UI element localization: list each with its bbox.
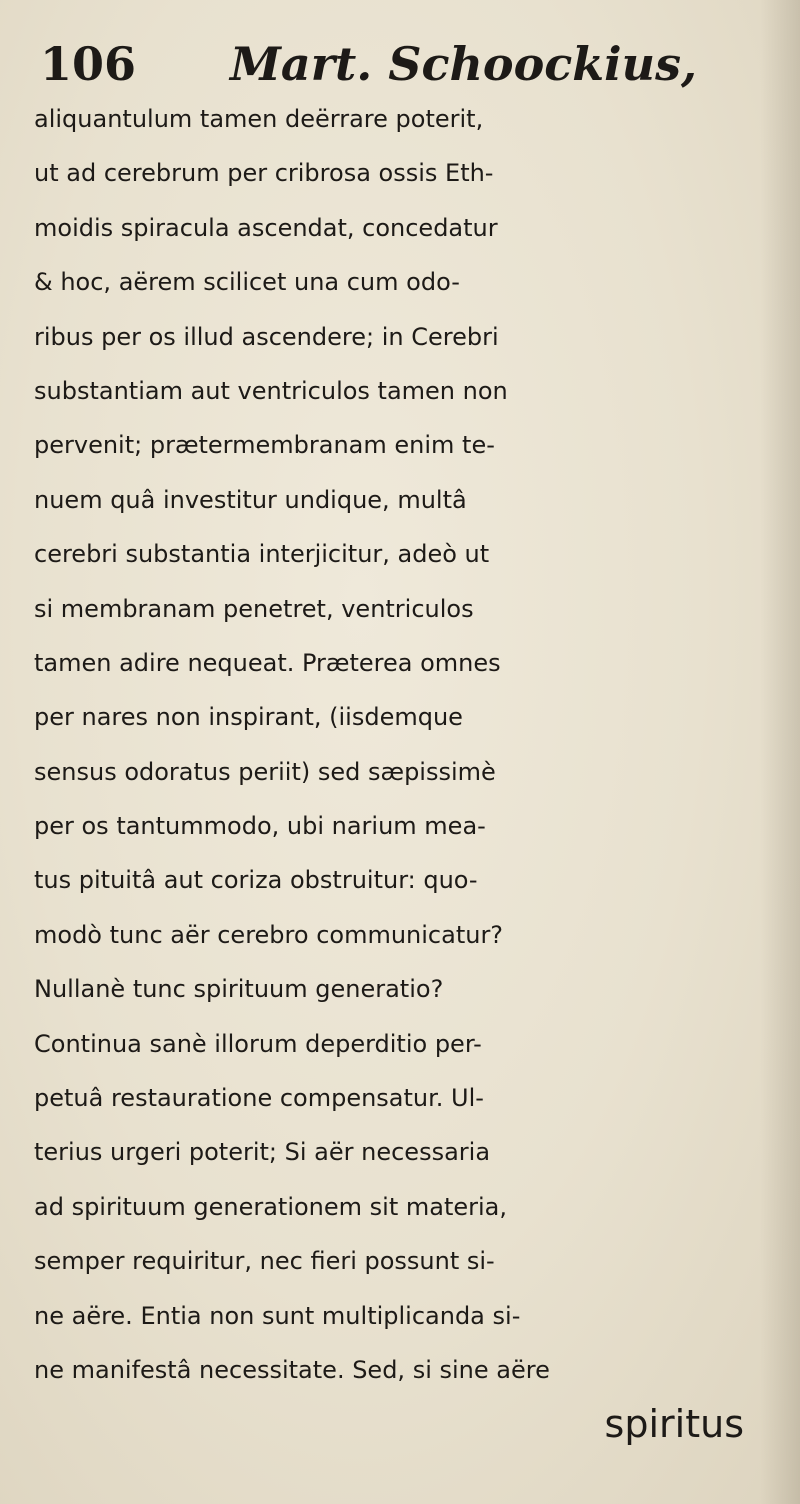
text-line: sensus odoratus periit) sed sæpissimè xyxy=(34,757,496,786)
text-line: nuem quâ investitur undique, multâ xyxy=(34,485,467,514)
text-line: petuâ restauratione compensatur. Ul- xyxy=(34,1084,484,1113)
text-line: Nullanè tunc spirituum generatio? xyxy=(34,975,444,1004)
text-line: & hoc, aërem scilicet una cum odo- xyxy=(34,268,460,297)
text-line: ribus per os illud ascendere; in Cerebri xyxy=(34,322,499,351)
text-line: tamen adire nequeat. Præterea omnes xyxy=(34,648,501,677)
catchword: spiritus xyxy=(604,1402,744,1447)
text-line: substantiam aut ventriculos tamen non xyxy=(34,376,508,405)
text-line: moidis spiracula ascendat, concedatur xyxy=(34,213,498,242)
page-number: 106 xyxy=(40,37,137,91)
text-line: tus pituitâ aut coriza obstruitur: quo- xyxy=(34,866,478,895)
running-head: Mart. Schoockius, xyxy=(230,37,697,91)
text-line: ut ad cerebrum per cribrosa ossis Eth- xyxy=(34,159,494,188)
body-text xyxy=(34,92,774,1452)
text-line: ne manifestâ necessitate. Sed, si sine aëre xyxy=(34,1355,550,1384)
text-line: ne aëre. Entia non sunt multiplicanda si- xyxy=(34,1301,521,1330)
text-line: ad spirituum generationem sit materia, xyxy=(34,1192,507,1221)
text-line: per os tantummodo, ubi narium mea- xyxy=(34,812,486,841)
text-line: aliquantulum tamen deërrare poterit, xyxy=(34,105,484,133)
text-line: si membranam penetret, ventriculos xyxy=(34,594,474,623)
text-line: Continua sanè illorum deperditio per- xyxy=(34,1029,482,1058)
text-line: modò tunc aër cerebro communicatur? xyxy=(34,920,504,949)
text-line: semper requiritur, nec fieri possunt si- xyxy=(34,1247,495,1276)
text-line: per nares non inspirant, (iisdemque xyxy=(34,703,463,732)
text-line: pervenit; prætermembranam enim te- xyxy=(34,431,495,460)
page-header xyxy=(40,38,760,90)
text-line: cerebri substantia interjicitur, adeò ut xyxy=(34,540,490,569)
text-line: terius urgeri poterit; Si aër necessaria xyxy=(34,1138,491,1167)
